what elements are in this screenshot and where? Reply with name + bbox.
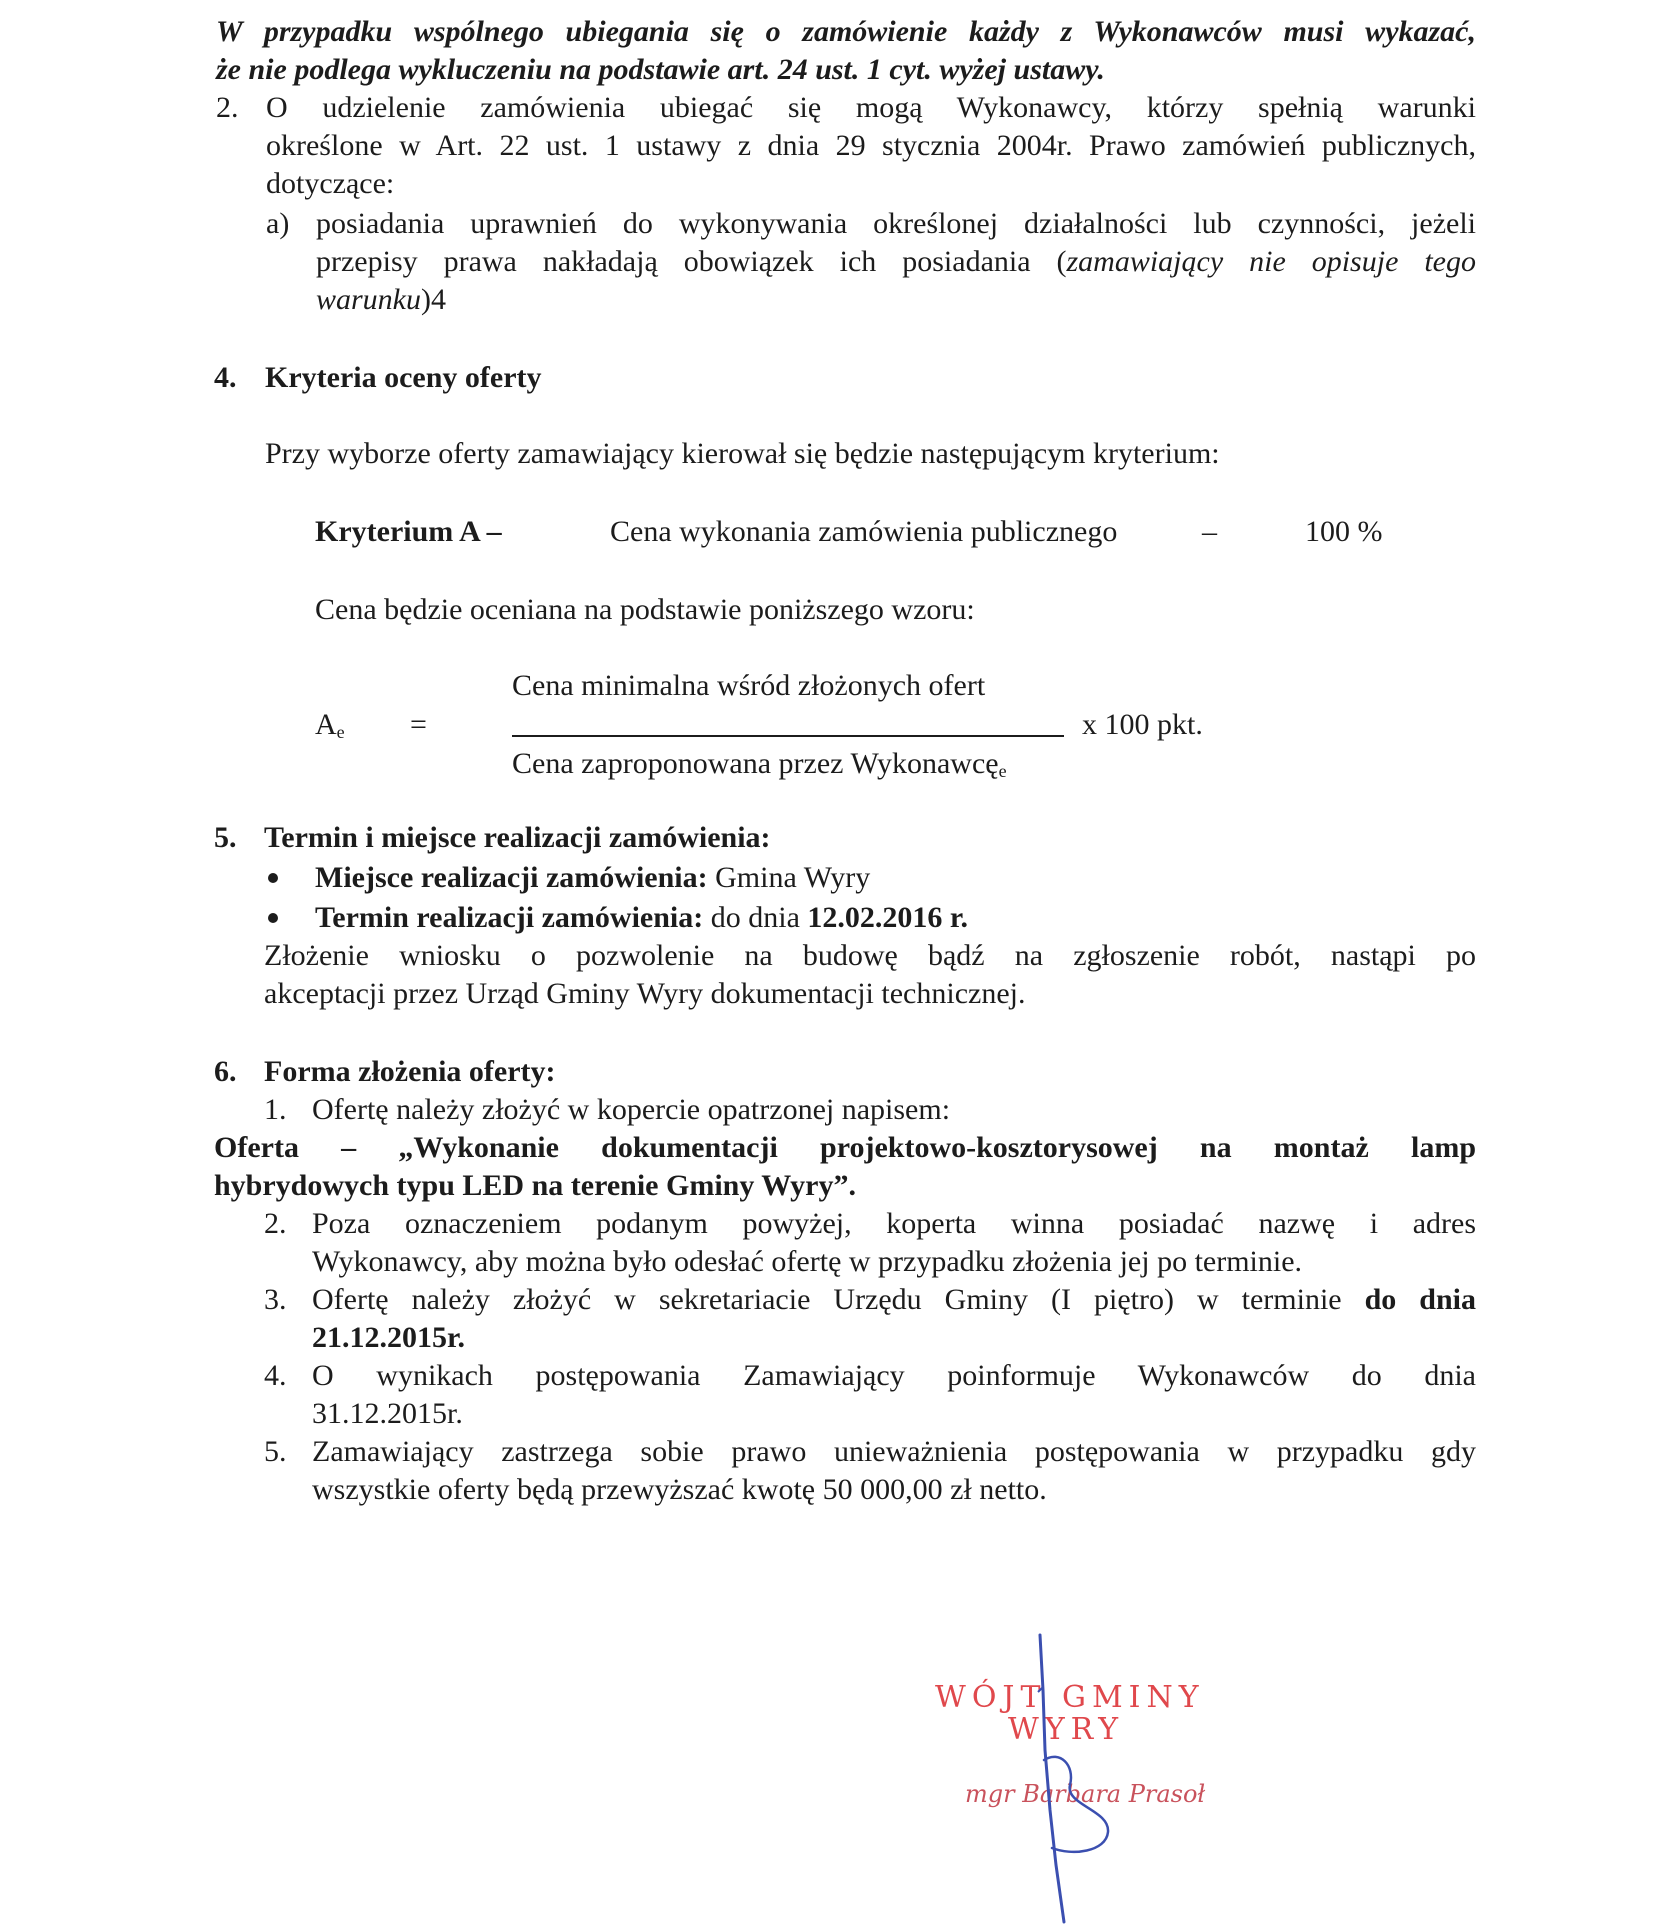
bullet-2 [268, 913, 278, 923]
formula-lhs-symbol: A [315, 708, 337, 741]
item-4-line-1: O wynikach postępowania Zamawiający poinformuje Wykonawców do dnia [312, 1359, 1476, 1392]
item-3-line-1 [312, 1282, 1476, 1318]
stamp-name: mgr Barbara Prasoł [965, 1780, 1206, 1808]
item-2-number: 2. [264, 1207, 287, 1240]
point-2-number: 2. [216, 91, 239, 124]
bullet-1 [268, 873, 278, 883]
point-2a-line-1: posiadania uprawnień do wykonywania określonej działalności lub czynności, jeżeli [316, 207, 1476, 240]
item-1-number: 1. [264, 1093, 287, 1126]
point-2-line-1: O udzielenie zamówienia ubiegać się mogą Wykonawcy, którzy spełnią warunki [266, 91, 1476, 124]
item-1-text: Ofertę należy złożyć w kopercie opatrzonej napisem: [312, 1093, 951, 1126]
section-5-note-line-1: Złożenie wniosku o pozwolenie na budowę bądź na zgłoszenie robót, nastąpi po [264, 939, 1476, 972]
section-4-number: 4. [214, 361, 237, 394]
formula-multiplier: x 100 pkt. [1082, 708, 1203, 741]
section-6-title: Forma złożenia oferty: [264, 1055, 556, 1088]
section-4-title: Kryteria oceny oferty [265, 361, 542, 394]
handwritten-signature [1000, 1630, 1160, 1930]
item-5-line-2: wszystkie oferty będą przewyższać kwotę 50 000,00 zł netto. [312, 1473, 1047, 1506]
item-3-line-1-plain: Ofertę należy złożyć w sekretariacie Urzędu Gminy (I piętro) w terminie [312, 1283, 1365, 1316]
item-4-number: 4. [264, 1359, 287, 1392]
section-5-number: 5. [214, 821, 237, 854]
criterion-weight: 100 % [1305, 515, 1383, 548]
point-2a-line-2-plain: przepisy prawa nakładają obowiązek ich posiadania ( [316, 245, 1067, 278]
formula-denominator [512, 746, 1007, 789]
point-2a-label: a) [266, 207, 290, 240]
criterion-dash: – [1202, 515, 1217, 548]
formula-denominator-text: Cena zaproponowana przez Wykonawcę [512, 747, 999, 780]
formula-intro: Cena będzie oceniana na podstawie poniższego wzoru: [315, 593, 975, 626]
item-4-line-2: 31.12.2015r. [312, 1397, 463, 1430]
offer-title-line-1: Oferta – „Wykonanie dokumentacji projektowo-kosztorysowej na montaż lamp [214, 1131, 1476, 1164]
section-4-intro: Przy wyborze oferty zamawiający kierował się będzie następującym kryterium: [265, 437, 1220, 470]
point-2a-line-2 [316, 244, 1476, 280]
item-5-number: 5. [264, 1435, 287, 1468]
point-2-line-2: określone w Art. 22 ust. 1 ustawy z dnia 29 stycznia 2004r. Prawo zamówień publicznych, [266, 129, 1476, 162]
item-2-line-2: Wykonawcy, aby można było odesłać ofertę w przypadku złożenia jej po terminie. [312, 1245, 1303, 1278]
item-3-number: 3. [264, 1283, 287, 1316]
bullet-2-label: Termin realizacji zamówienia: [315, 901, 704, 934]
section-5-note-line-2: akceptacji przez Urząd Gminy Wyry dokumentacji technicznej. [264, 977, 1026, 1010]
item-2-line-1: Poza oznaczeniem podanym powyżej, koperta winna posiadać nazwę i adres [312, 1207, 1476, 1240]
formula-lhs-subscript: e [336, 722, 345, 742]
section-5-bullet-1 [315, 860, 870, 896]
point-2a-line-2-italic: zamawiający nie opisuje tego [1066, 245, 1476, 278]
bullet-1-label: Miejsce realizacji zamówienia: [315, 861, 708, 894]
formula-numerator: Cena minimalna wśród złożonych ofert [512, 669, 986, 702]
item-3-line-1-bold: do dnia [1364, 1283, 1476, 1316]
criterion-label: Kryterium A – [315, 515, 502, 548]
item-5-line-1: Zamawiający zastrzega sobie prawo unieważnienia postępowania w przypadku gdy [312, 1435, 1476, 1468]
bullet-1-value: Gmina Wyry [707, 861, 871, 894]
formula-denominator-subscript: e [998, 761, 1007, 781]
point-2a-line-3 [316, 282, 446, 318]
section-5-bullet-2 [315, 900, 968, 936]
point-2a-line-3-italic: warunku [316, 283, 421, 316]
section-6-number: 6. [214, 1055, 237, 1088]
stamp-line-1: WÓJT GMINY [935, 1680, 1205, 1715]
bullet-2-date: 12.02.2016 r. [807, 901, 968, 934]
bullet-2-value: do dnia [703, 901, 808, 934]
point-2-line-3: dotyczące: [266, 167, 395, 200]
stamp-line-2: WYRY [1008, 1712, 1125, 1747]
formula-lhs [315, 707, 345, 750]
offer-title-line-2: hybrydowych typu LED na terenie Gminy Wyry”. [214, 1169, 856, 1202]
intro-line-2: że nie podlega wykluczeniu na podstawie art. 24 ust. 1 cyt. wyżej ustawy. [216, 53, 1105, 86]
formula-equals: = [410, 708, 427, 741]
point-2a-line-3-plain: )4 [421, 283, 446, 316]
item-3-line-2: 21.12.2015r. [312, 1321, 466, 1354]
formula-fraction-bar [512, 735, 1064, 737]
section-5-title: Termin i miejsce realizacji zamówienia: [264, 821, 771, 854]
intro-line-1: W przypadku wspólnego ubiegania się o zamówienie każdy z Wykonawców musi wykazać, [216, 15, 1476, 48]
criterion-description: Cena wykonania zamówienia publicznego [610, 515, 1118, 548]
